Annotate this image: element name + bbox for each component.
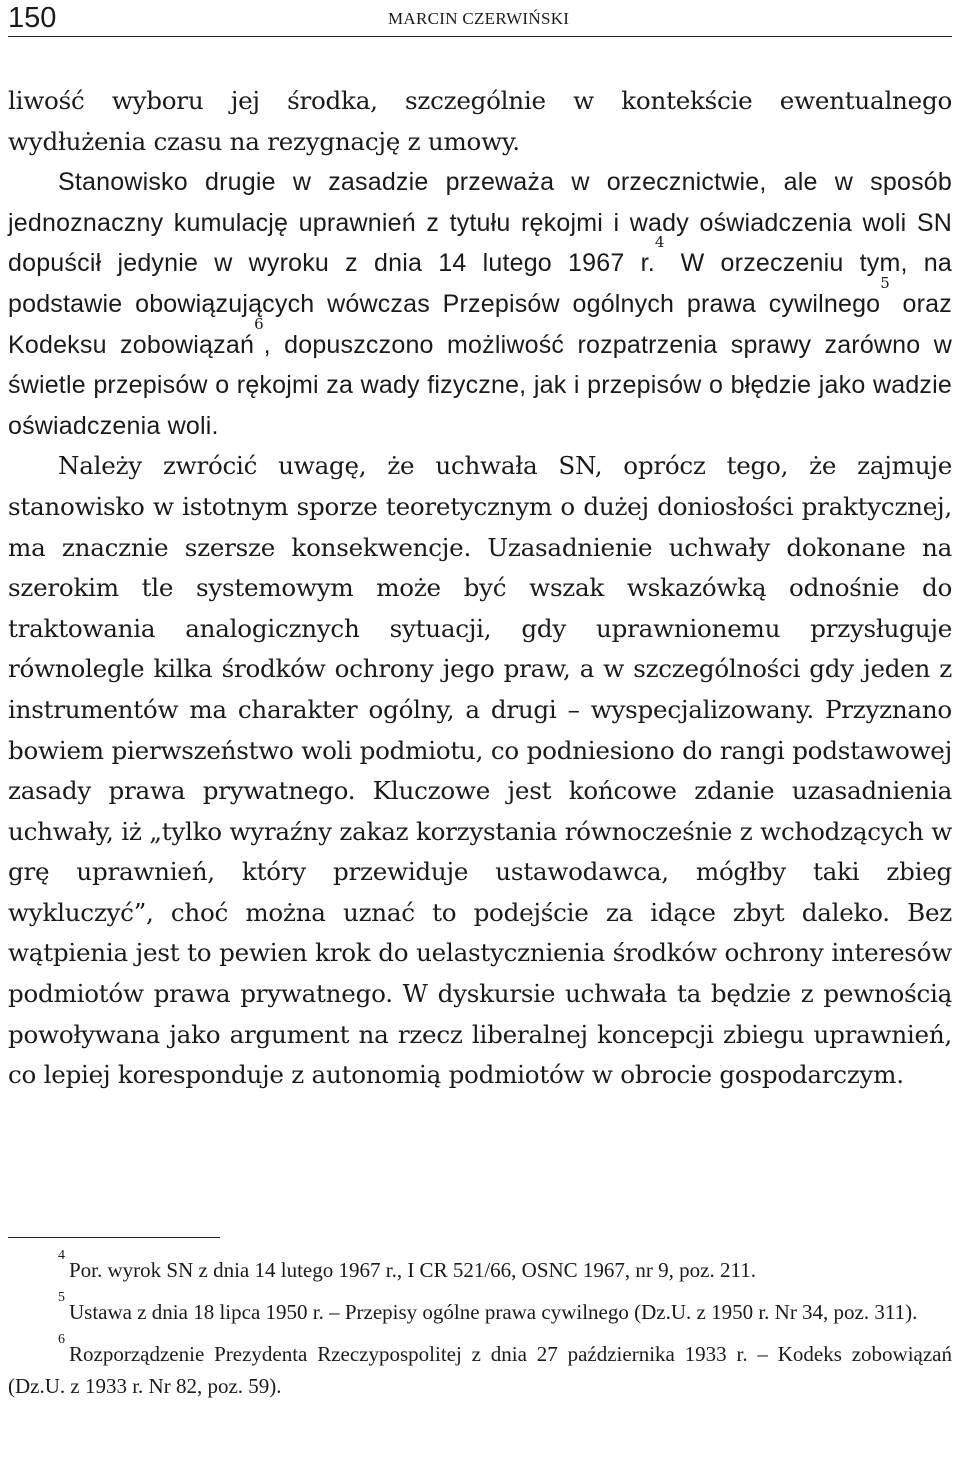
body-text (8, 81, 952, 1096)
paragraph-2-text-c: oraz Kodeksu zobowiązań (8, 289, 952, 359)
footnote-5 (8, 1290, 952, 1328)
footnote-6 (8, 1332, 952, 1402)
footnote-number: 5 (58, 1290, 65, 1305)
footnote-ref-4[interactable]: 4 (654, 233, 665, 252)
footnotes (8, 1248, 952, 1412)
footnote-number: 4 (58, 1248, 65, 1263)
paragraph-1: liwość wyboru jej środka, szczególnie w kontekście ewentualnego wydłużenia czasu na rezygnację z umowy. (8, 86, 952, 156)
footnote-ref-6[interactable]: 6 (254, 314, 264, 333)
footnote-ref-5[interactable]: 5 (880, 273, 890, 292)
footnote-text: Ustawa z dnia 18 lipca 1950 r. – Przepisy ogólne prawa cywilnego (Dz.U. z 1950 r. Nr 34, poz. 311). (69, 1300, 918, 1324)
paragraph-3: Należy zwrócić uwagę, że uchwała SN, oprócz tego, że zajmuje stanowisko w istotnym sporze teoretycznym o dużej doniosłości praktycznej, ma znacznie szersze konsekwencje. Uzasadnienie uchwały dokonane na szerokim tle systemowym może być wszak wskazówką odnośnie do traktowania analogicznych sytuacji, gdy uprawnionemu przysługuje równolegle kilka środków ochrony jego praw, a w szczególności gdy jeden z instrumentów ma charakter ogólny, a drugi – wyspecjalizowany. Przyznano bowiem pierwszeństwo woli podmiotu, co podniesiono do rangi podstawowej zasady prawa prywatnego. Kluczowe jest końcowe zdanie uzasadnienia uchwały, iż „tylko wyraźny zakaz korzystania równocześnie z wchodzących w grę uprawnień, który przewiduje ustawodawca, mógłby taki zbieg wykluczyć”, choć można uznać to podejście za idące zbyt daleko. Bez wątpienia jest to pewien krok do uelastycznienia środków ochrony interesów podmiotów prawa prywatnego. W dyskursie uchwała ta będzie z pewnością powoływana jako argument na rzecz liberalnej koncepcji zbiegu uprawnień, co lepiej koresponduje z autonomią podmiotów w obrocie gospodarczym. (8, 451, 952, 1090)
page-number: 150 (8, 2, 57, 34)
page-header (8, 0, 952, 37)
paragraph-2-text-a: Stanowisko drugie w zasadzie przeważa w orzecznictwie, ale w sposób jednoznaczny kumulację uprawnień z tytułu rękojmi i wady oświadczenia woli SN dopuścił jedynie w wyroku z dnia 14 lutego 1967 r. (8, 168, 952, 278)
footnote-4 (8, 1248, 952, 1286)
footnote-number: 6 (58, 1332, 65, 1347)
paragraph-2 (8, 162, 952, 446)
running-head: MARCIN CZERWIŃSKI (388, 9, 570, 28)
paragraph-2-text-b: W orzeczeniu tym, na podstawie obowiązujących wówczas Przepisów ogólnych prawa cywilnego (8, 249, 952, 318)
paragraph-2-text-d: , dopuszczono możliwość rozpatrzenia sprawy zarówno w świetle przepisów o rękojmi za wady fizyczne, jak i przepisów o błędzie jako wadzie oświadczenia woli. (8, 330, 952, 440)
footnote-separator (8, 1237, 220, 1238)
footnote-text: Por. wyrok SN z dnia 14 lutego 1967 r., I CR 521/66, OSNC 1967, nr 9, poz. 211. (69, 1258, 756, 1282)
footnote-text: Rozporządzenie Prezydenta Rzeczypospolitej z dnia 27 października 1933 r. – Kodeks zobowiązań (Dz.U. z 1933 r. Nr 82, poz. 59). (8, 1342, 952, 1398)
